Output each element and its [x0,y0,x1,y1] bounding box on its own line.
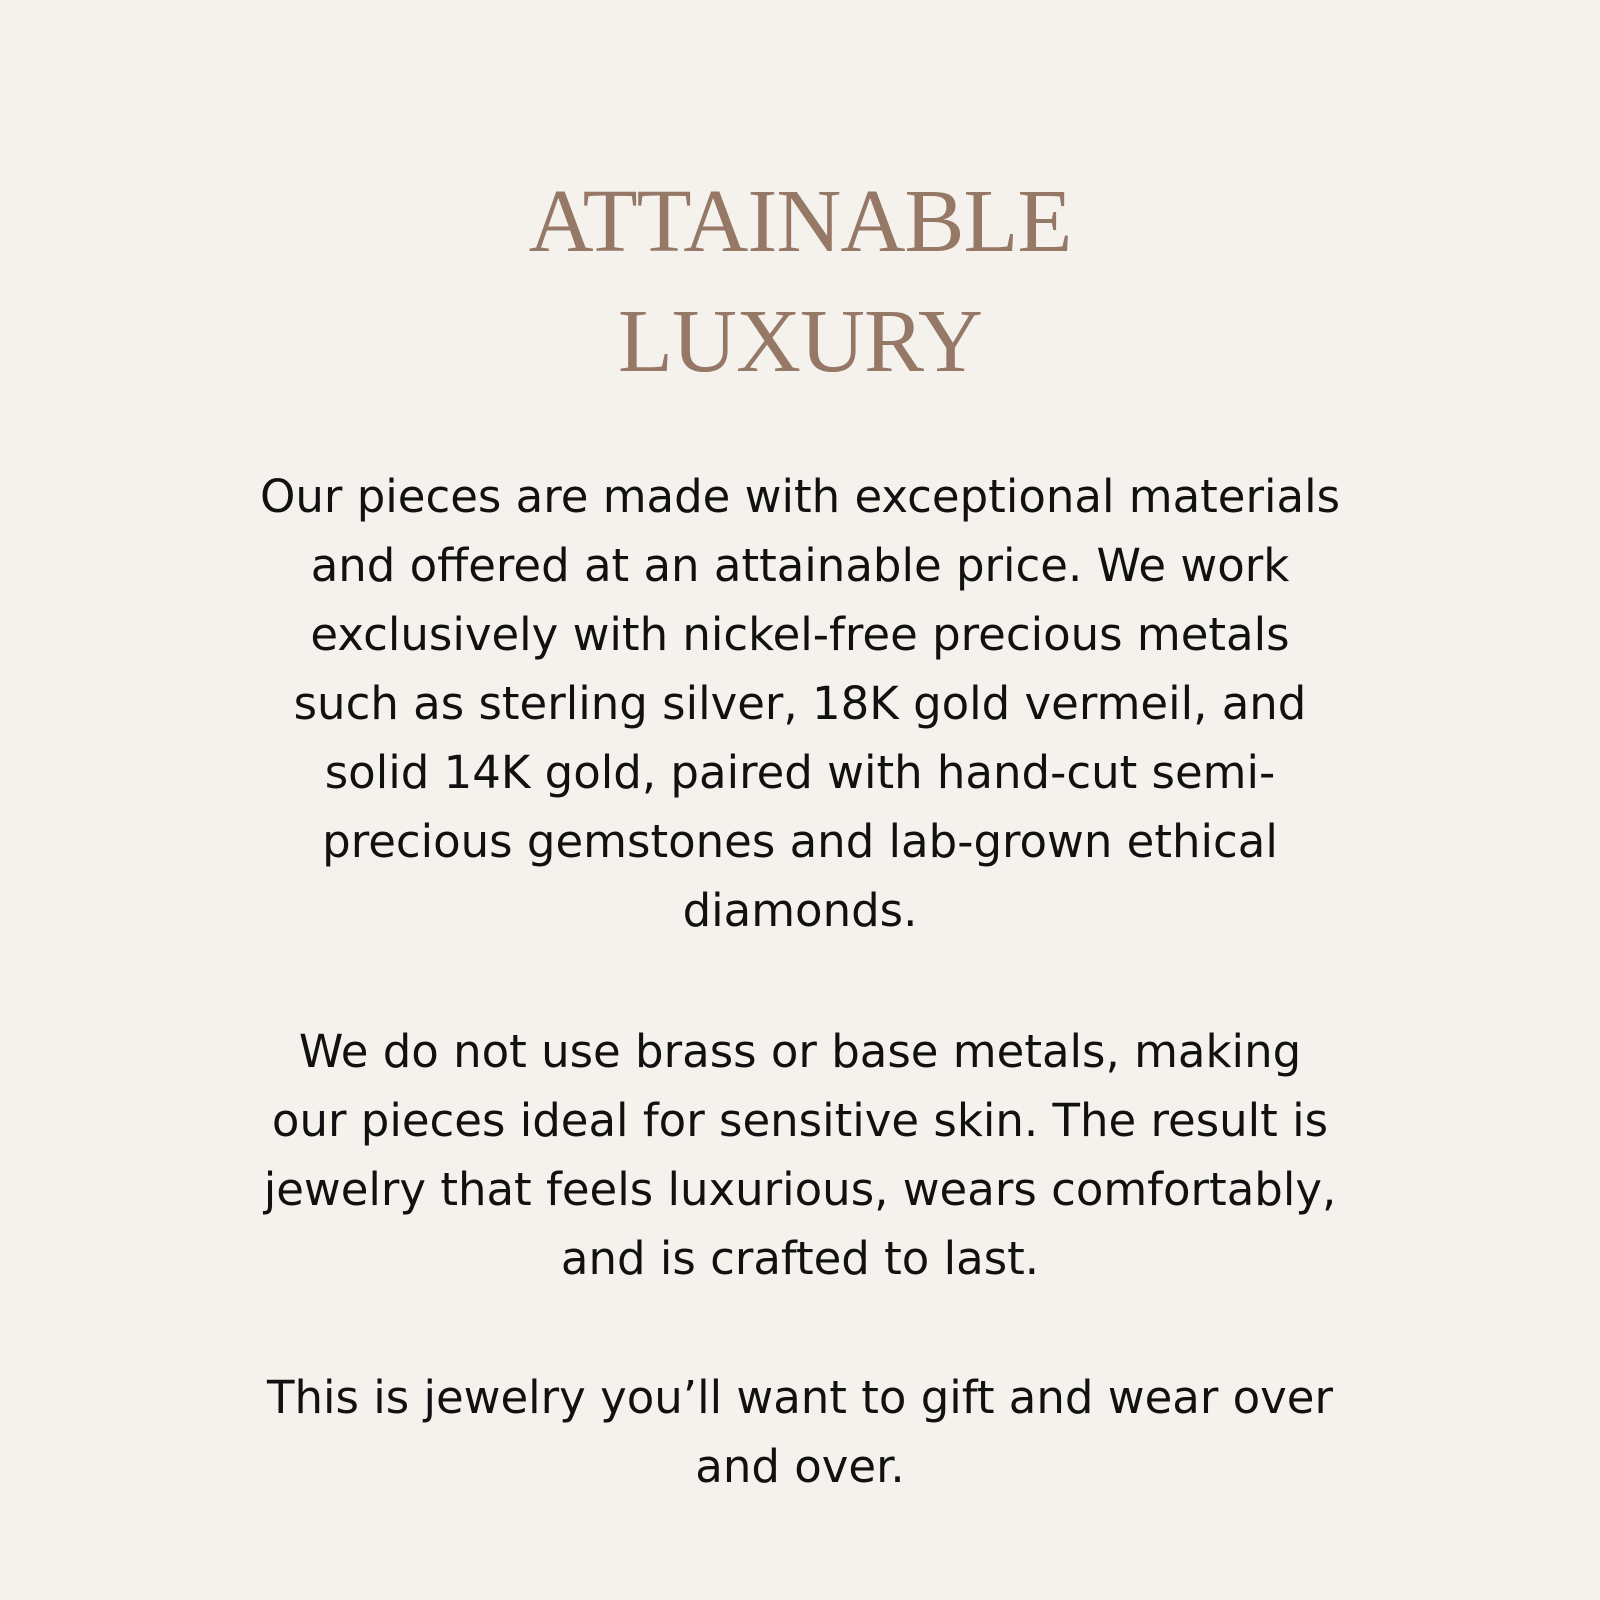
paragraph-line: diamonds. [682,884,918,937]
paragraph-line: and is crafted to last. [560,1232,1040,1285]
paragraph-line: This is jewelry you’ll want to gift and wear over [266,1371,1333,1424]
heading-line-1: ATTAINABLE [528,172,1072,271]
heading-line-2: LUXURY [617,292,983,391]
paragraph-line: and offered at an attainable price. We work [310,539,1290,592]
paragraph-line: such as sterling silver, 18K gold vermeil, and [293,677,1307,730]
paragraph-line: our pieces ideal for sensitive skin. The result is [271,1094,1329,1147]
paragraph-line: Our pieces are made with exceptional materials [259,470,1341,523]
paragraph-closing [180,1363,1420,1501]
paragraph-line: jewelry that feels luxurious, wears comfortably, [263,1163,1337,1216]
paragraph-line: solid 14K gold, paired with hand-cut semi- [324,746,1276,799]
paragraph-line: We do not use brass or base metals, making [298,1025,1302,1078]
paragraph-line: exclusively with nickel-free precious metals [310,608,1290,661]
paragraph-line: and over. [695,1440,905,1493]
paragraph-sensitive-skin [180,1017,1420,1293]
paragraph-line: precious gemstones and lab-grown ethical [322,815,1278,868]
paragraph-materials [180,462,1420,945]
